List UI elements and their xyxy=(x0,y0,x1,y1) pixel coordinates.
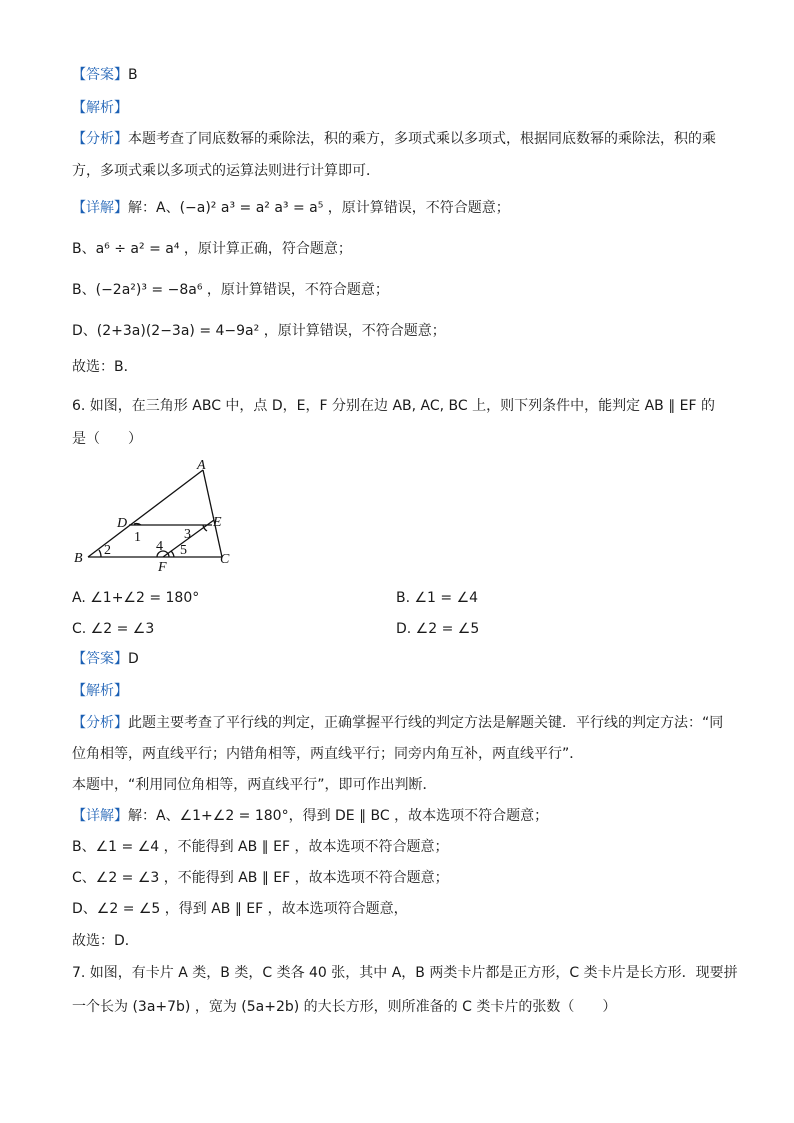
q7-stem-line-1 xyxy=(72,962,738,984)
label-e: E xyxy=(213,515,222,530)
detail-tag: 【详解】 xyxy=(72,200,128,216)
q6-detail-line-b xyxy=(72,836,734,858)
label-b: B xyxy=(74,551,83,566)
q5-detail-line-c xyxy=(72,279,734,301)
angle-label-3: 3 xyxy=(184,527,191,542)
question-stem: 7. 如图，有卡片 A 类，B 类，C 类各 40 张，其中 A，B 两类卡片都是正方形，C 类卡片是长方形．现要拼 xyxy=(72,965,738,981)
q6-detail-line-c xyxy=(72,867,734,889)
answer-value: B xyxy=(128,67,138,83)
label-a: A xyxy=(197,458,206,473)
q6-fenxi-line-3 xyxy=(72,774,734,796)
question-stem: 是（ ） xyxy=(72,431,142,447)
angle-label-5: 5 xyxy=(180,543,187,558)
detail-text: B、a⁶ ÷ a² = a⁴ ，原计算正确，符合题意； xyxy=(72,241,352,257)
q5-fenxi-line-2 xyxy=(72,160,734,182)
q5-fenxi-line-1 xyxy=(72,128,734,150)
fenxi-text: 此题主要考查了平行线的判定，正确掌握平行线的判定方法是解题关键．平行线的判定方法：“同 xyxy=(128,715,724,731)
angle-label-4: 4 xyxy=(156,539,163,554)
q6-answer-line xyxy=(72,648,734,670)
angle-2-arc xyxy=(99,550,101,557)
q5-analysis-line xyxy=(72,97,734,119)
q5-detail-line-a xyxy=(72,197,734,219)
analysis-tag: 【解析】 xyxy=(72,683,128,699)
detail-text: B、(−2a²)³ = −8a⁶ ，原计算错误，不符合题意； xyxy=(72,282,389,298)
detail-text: 解：A、∠1+∠2 = 180°，得到 DE ∥ BC ，故本选项不符合题意； xyxy=(128,808,549,824)
option-d-text: D. ∠2 = ∠5 xyxy=(396,621,480,637)
q6-fenxi-line-2 xyxy=(72,743,734,765)
detail-text: D、∠2 = ∠5 ，得到 AB ∥ EF ，故本选项符合题意， xyxy=(72,901,408,917)
angle-label-1: 1 xyxy=(134,530,141,545)
q7-stem-line-2 xyxy=(72,996,734,1018)
option-c[interactable] xyxy=(72,618,154,640)
label-f: F xyxy=(158,560,167,573)
detail-text: D、(2+3a)(2−3a) = 4−9a² ，原计算错误，不符合题意； xyxy=(72,323,446,339)
label-c: C xyxy=(220,552,230,567)
fenxi-text: 本题考查了同底数幂的乘除法，积的乘方，多项式乘以多项式，根据同底数幂的乘除法，积的乘 xyxy=(128,131,716,147)
segment-ac xyxy=(203,470,222,557)
detail-text: B、∠1 = ∠4 ，不能得到 AB ∥ EF ，故本选项不符合题意； xyxy=(72,839,449,855)
fenxi-text: 位角相等，两直线平行；内错角相等，两直线平行；同旁内角互补，两直线平行”． xyxy=(72,746,584,762)
choose-text: 故选：B． xyxy=(72,359,138,375)
q6-choose-line xyxy=(72,930,734,952)
analysis-tag: 【解析】 xyxy=(72,100,128,116)
choose-text: 故选：D． xyxy=(72,933,139,949)
answer-value: D xyxy=(128,651,139,667)
triangle-figure xyxy=(70,458,240,573)
answer-tag: 【答案】 xyxy=(72,651,128,667)
q6-detail-line-d xyxy=(72,898,734,920)
option-b-text: B. ∠1 = ∠4 xyxy=(396,590,479,606)
detail-text: 解：A、(−a)² a³ = a² a³ = a⁵ ，原计算错误，不符合题意； xyxy=(128,200,510,216)
q6-detail-line-a xyxy=(72,805,734,827)
option-a[interactable] xyxy=(72,587,199,609)
q5-answer-line xyxy=(72,64,734,86)
q6-stem-line-1 xyxy=(72,395,734,417)
detail-text: C、∠2 = ∠3 ，不能得到 AB ∥ EF ，故本选项不符合题意； xyxy=(72,870,449,886)
q6-fenxi-line-1 xyxy=(72,712,734,734)
q6-analysis-line xyxy=(72,680,734,702)
question-stem: 一个长为 (3a+7b) ，宽为 (5a+2b) 的大长方形，则所准备的 C 类卡片的张数（ ） xyxy=(72,999,617,1015)
q6-stem-line-2 xyxy=(72,428,734,450)
q5-detail-line-d xyxy=(72,320,734,342)
fenxi-tag: 【分析】 xyxy=(72,715,128,731)
angle-5-arc xyxy=(171,551,174,557)
detail-tag: 【详解】 xyxy=(72,808,128,824)
option-c-text: C. ∠2 = ∠3 xyxy=(72,621,155,637)
fenxi-text: 方，多项式乘以多项式的运算法则进行计算即可． xyxy=(72,163,380,179)
question-stem: 6. 如图，在三角形 ABC 中，点 D，E，F 分别在边 AB, AC, BC 上，则下列条件中，能判定 AB ∥ EF 的 xyxy=(72,398,716,414)
q5-detail-line-b xyxy=(72,238,734,260)
option-a-text: A. ∠1+∠2 = 180° xyxy=(72,590,200,606)
fenxi-text: 本题中，“利用同位角相等，两直线平行”，即可作出判断． xyxy=(72,777,437,793)
fenxi-tag: 【分析】 xyxy=(72,131,128,147)
angle-label-2: 2 xyxy=(104,543,111,558)
q5-choose-line xyxy=(72,356,734,378)
option-d[interactable] xyxy=(396,618,479,640)
answer-tag: 【答案】 xyxy=(72,67,128,83)
option-b[interactable] xyxy=(396,587,478,609)
label-d: D xyxy=(117,516,128,531)
